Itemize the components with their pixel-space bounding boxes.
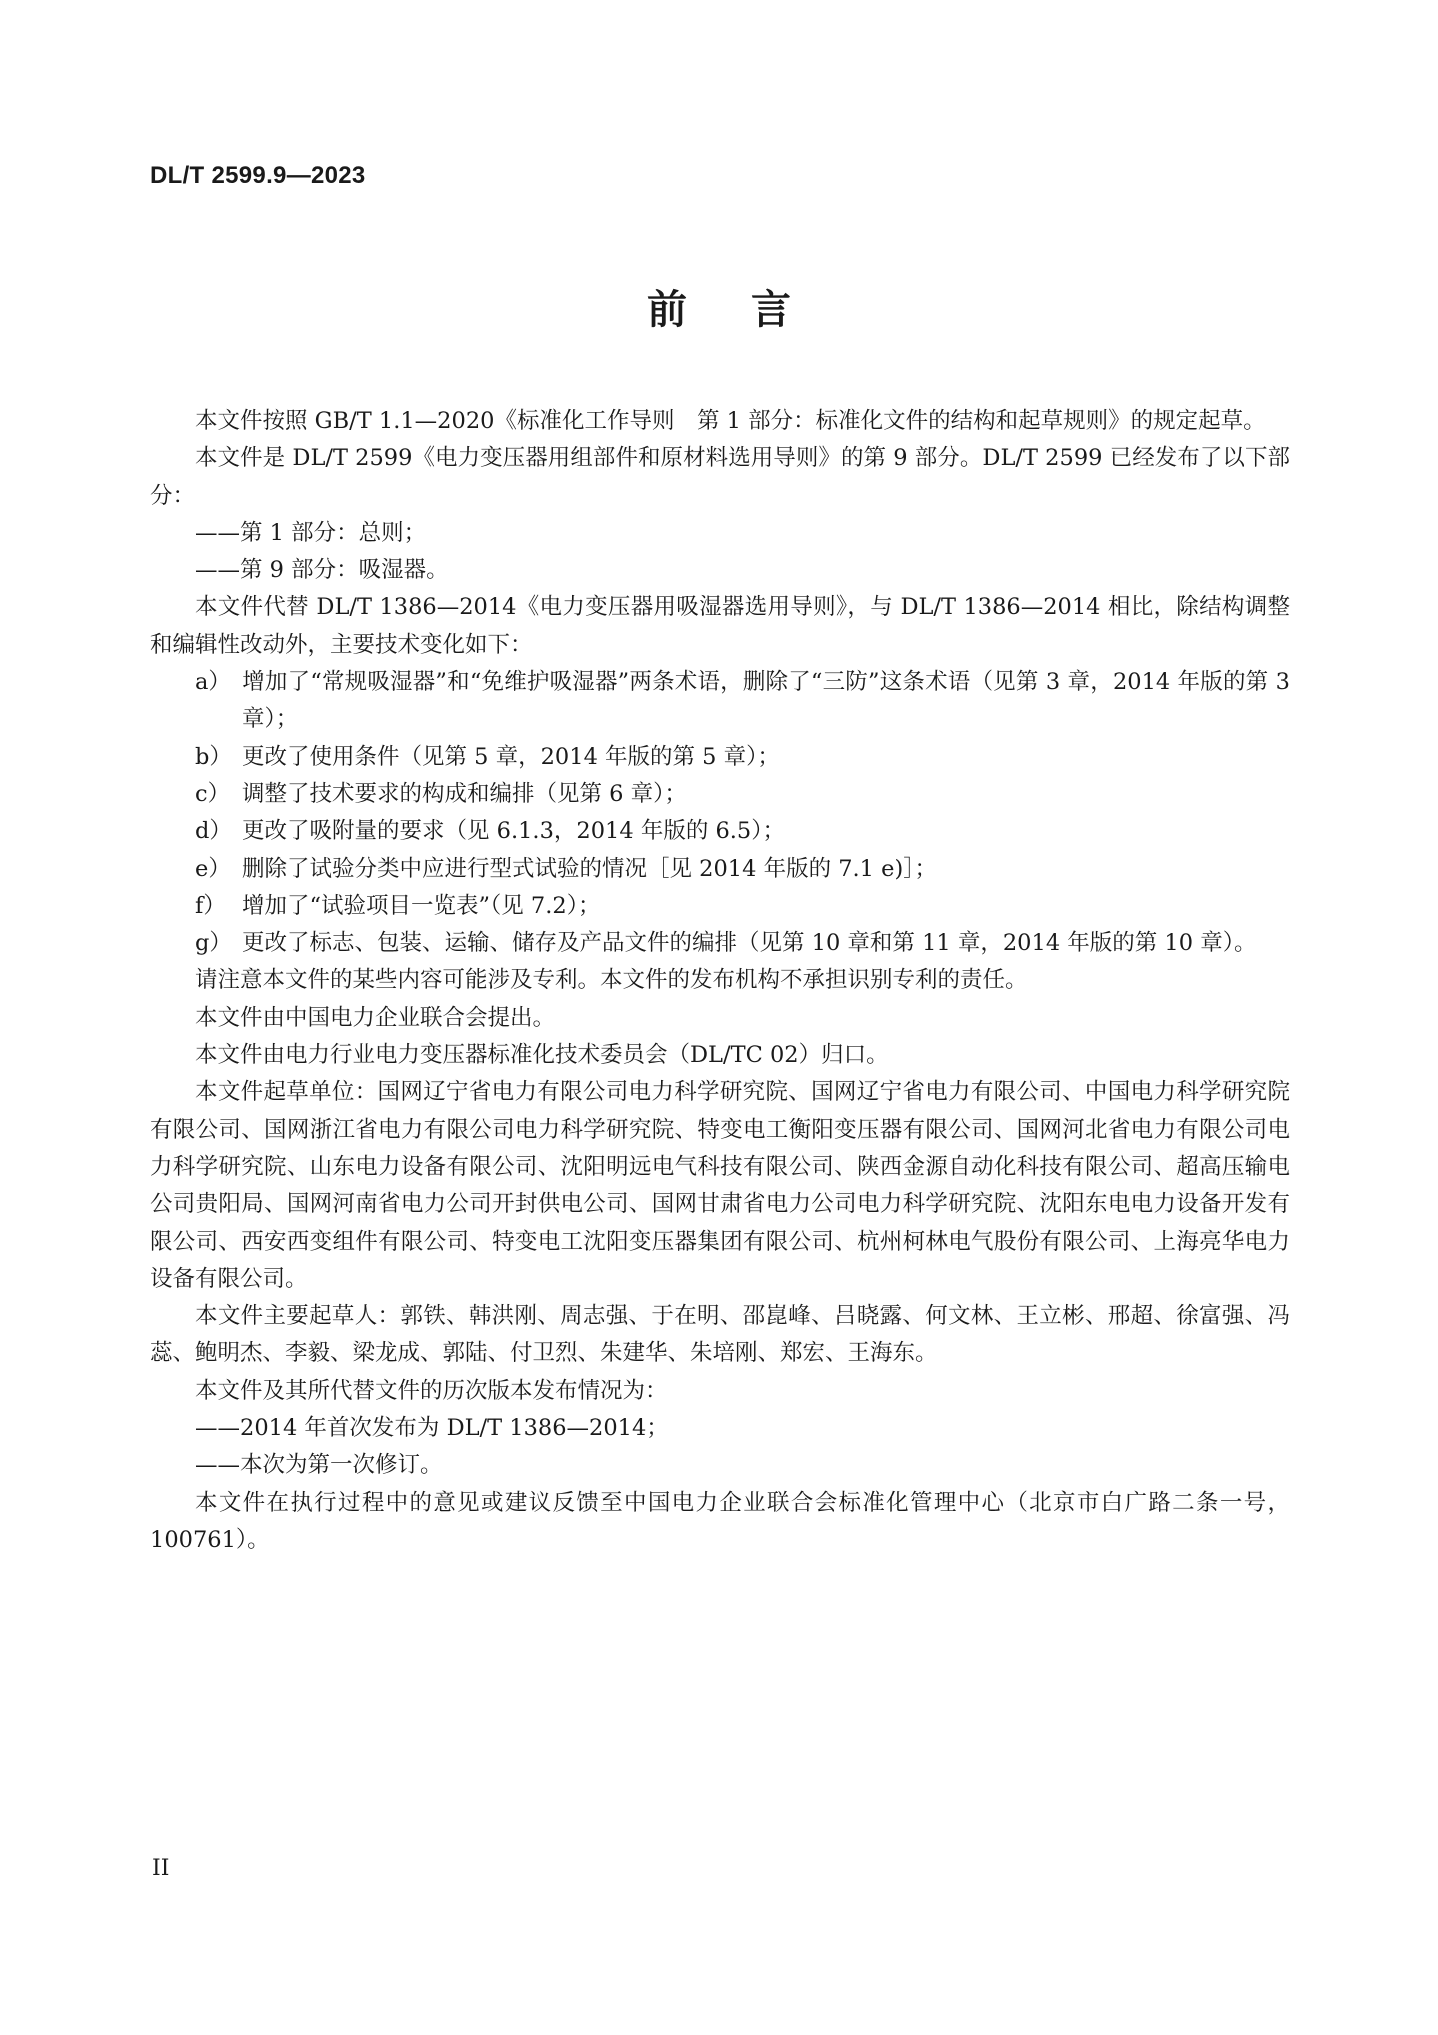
page-number: II [152, 1856, 170, 1881]
item-text: 增加了“试验项目一览表”（见 7.2）； [242, 892, 601, 919]
paragraph-version-history: 本文件及其所代替文件的历次版本发布情况为： [195, 1377, 668, 1404]
change-item [150, 813, 1290, 850]
dash-item-revision: ——本次为第一次修订。 [195, 1452, 443, 1479]
item-mark: c） [195, 780, 231, 807]
paragraph-feedback: 本文件在执行过程中的意见或建议反馈至中国电力企业联合会标准化管理中心（北京市白广路二条一号，100761）。 [150, 1489, 1290, 1553]
item-text: 更改了标志、包装、运输、储存及产品文件的编排（见第 10 章和第 11 章，2014 年版的第 10 章）。 [242, 930, 1257, 957]
item-mark: g） [195, 930, 232, 957]
page-title: 前言 [647, 287, 855, 333]
item-text: 更改了吸附量的要求（见 6.1.3，2014 年版的 6.5）； [242, 818, 785, 845]
paragraph-series-parts: 本文件是 DL/T 2599《电力变压器用组部件和原材料选用导则》的第 9 部分。DL/T 2599 已经发布了以下部分： [150, 445, 1290, 509]
standard-code: DL/T 2599.9—2023 [150, 162, 366, 189]
dash-item-first-release: ——2014 年首次发布为 DL/T 1386—2014； [195, 1415, 669, 1442]
paragraph-patent-notice: 请注意本文件的某些内容可能涉及专利。本文件的发布机构不承担识别专利的责任。 [195, 967, 1028, 994]
item-text: 更改了使用条件（见第 5 章，2014 年版的第 5 章）； [242, 743, 780, 770]
dash-item-part1: ——第 1 部分：总则； [195, 519, 427, 546]
item-text: 删除了试验分类中应进行型式试验的情况［见 2014 年版的 7.1 e)］； [242, 855, 937, 882]
item-text: 调整了技术要求的构成和编排（见第 6 章）； [242, 780, 687, 807]
change-item [150, 739, 1290, 776]
item-mark: b） [195, 743, 232, 770]
item-mark: a） [195, 669, 231, 696]
paragraph-proposer: 本文件由中国电力企业联合会提出。 [195, 1004, 556, 1031]
change-item [150, 664, 1290, 739]
change-item [150, 925, 1290, 962]
item-mark: d） [195, 818, 232, 845]
paragraph-drafting-rules: 本文件按照 GB/T 1.1—2020《标准化工作导则 第 1 部分：标准化文件的结构和起草规则》的规定起草。 [195, 408, 1266, 434]
paragraph-drafting-units: 本文件起草单位：国网辽宁省电力有限公司电力科学研究院、国网辽宁省电力有限公司、中国电力科学研究院有限公司、国网浙江省电力有限公司电力科学研究院、特变电工衡阳变压器有限公司、国网河北省电力有限公司电力科学研究院、山东电力设备有限公司、沈阳明远电气科技有限公司、陕西金源自动化科技有限公司、超高压输电公司贵阳局、国网河南省电力公司开封供电公司、国网甘肃省电力公司电力科学研究院、沈阳东电电力设备开发有限公司、西安西变组件有限公司、特变电工沈阳变压器集团有限公司、杭州柯林电气股份有限公司、上海亮华电力设备有限公司。 [150, 1079, 1290, 1292]
change-item [150, 851, 1290, 888]
item-mark: f） [195, 892, 226, 919]
change-item [150, 888, 1290, 925]
paragraph-replacement: 本文件代替 DL/T 1386—2014《电力变压器用吸湿器选用导则》，与 DL/T 1386—2014 相比，除结构调整和编辑性改动外，主要技术变化如下： [150, 594, 1290, 658]
paragraph-drafters: 本文件主要起草人：郭铁、韩洪刚、周志强、于在明、邵崑峰、吕晓露、何文林、王立彬、邢超、徐富强、冯蕊、鲍明杰、李毅、梁龙成、郭陆、付卫烈、朱建华、朱培刚、郑宏、王海东。 [150, 1303, 1290, 1367]
dash-item-part9: ——第 9 部分：吸湿器。 [195, 557, 449, 584]
preface-body [150, 403, 1290, 1559]
item-mark: e） [195, 855, 231, 882]
change-item [150, 776, 1290, 813]
paragraph-committee: 本文件由电力行业电力变压器标准化技术委员会（DL/TC 02）归口。 [195, 1042, 889, 1069]
item-text: 增加了“常规吸湿器”和“免维护吸湿器”两条术语，删除了“三防”这条术语（见第 3 章，2014 年版的第 3 章）； [242, 669, 1290, 733]
